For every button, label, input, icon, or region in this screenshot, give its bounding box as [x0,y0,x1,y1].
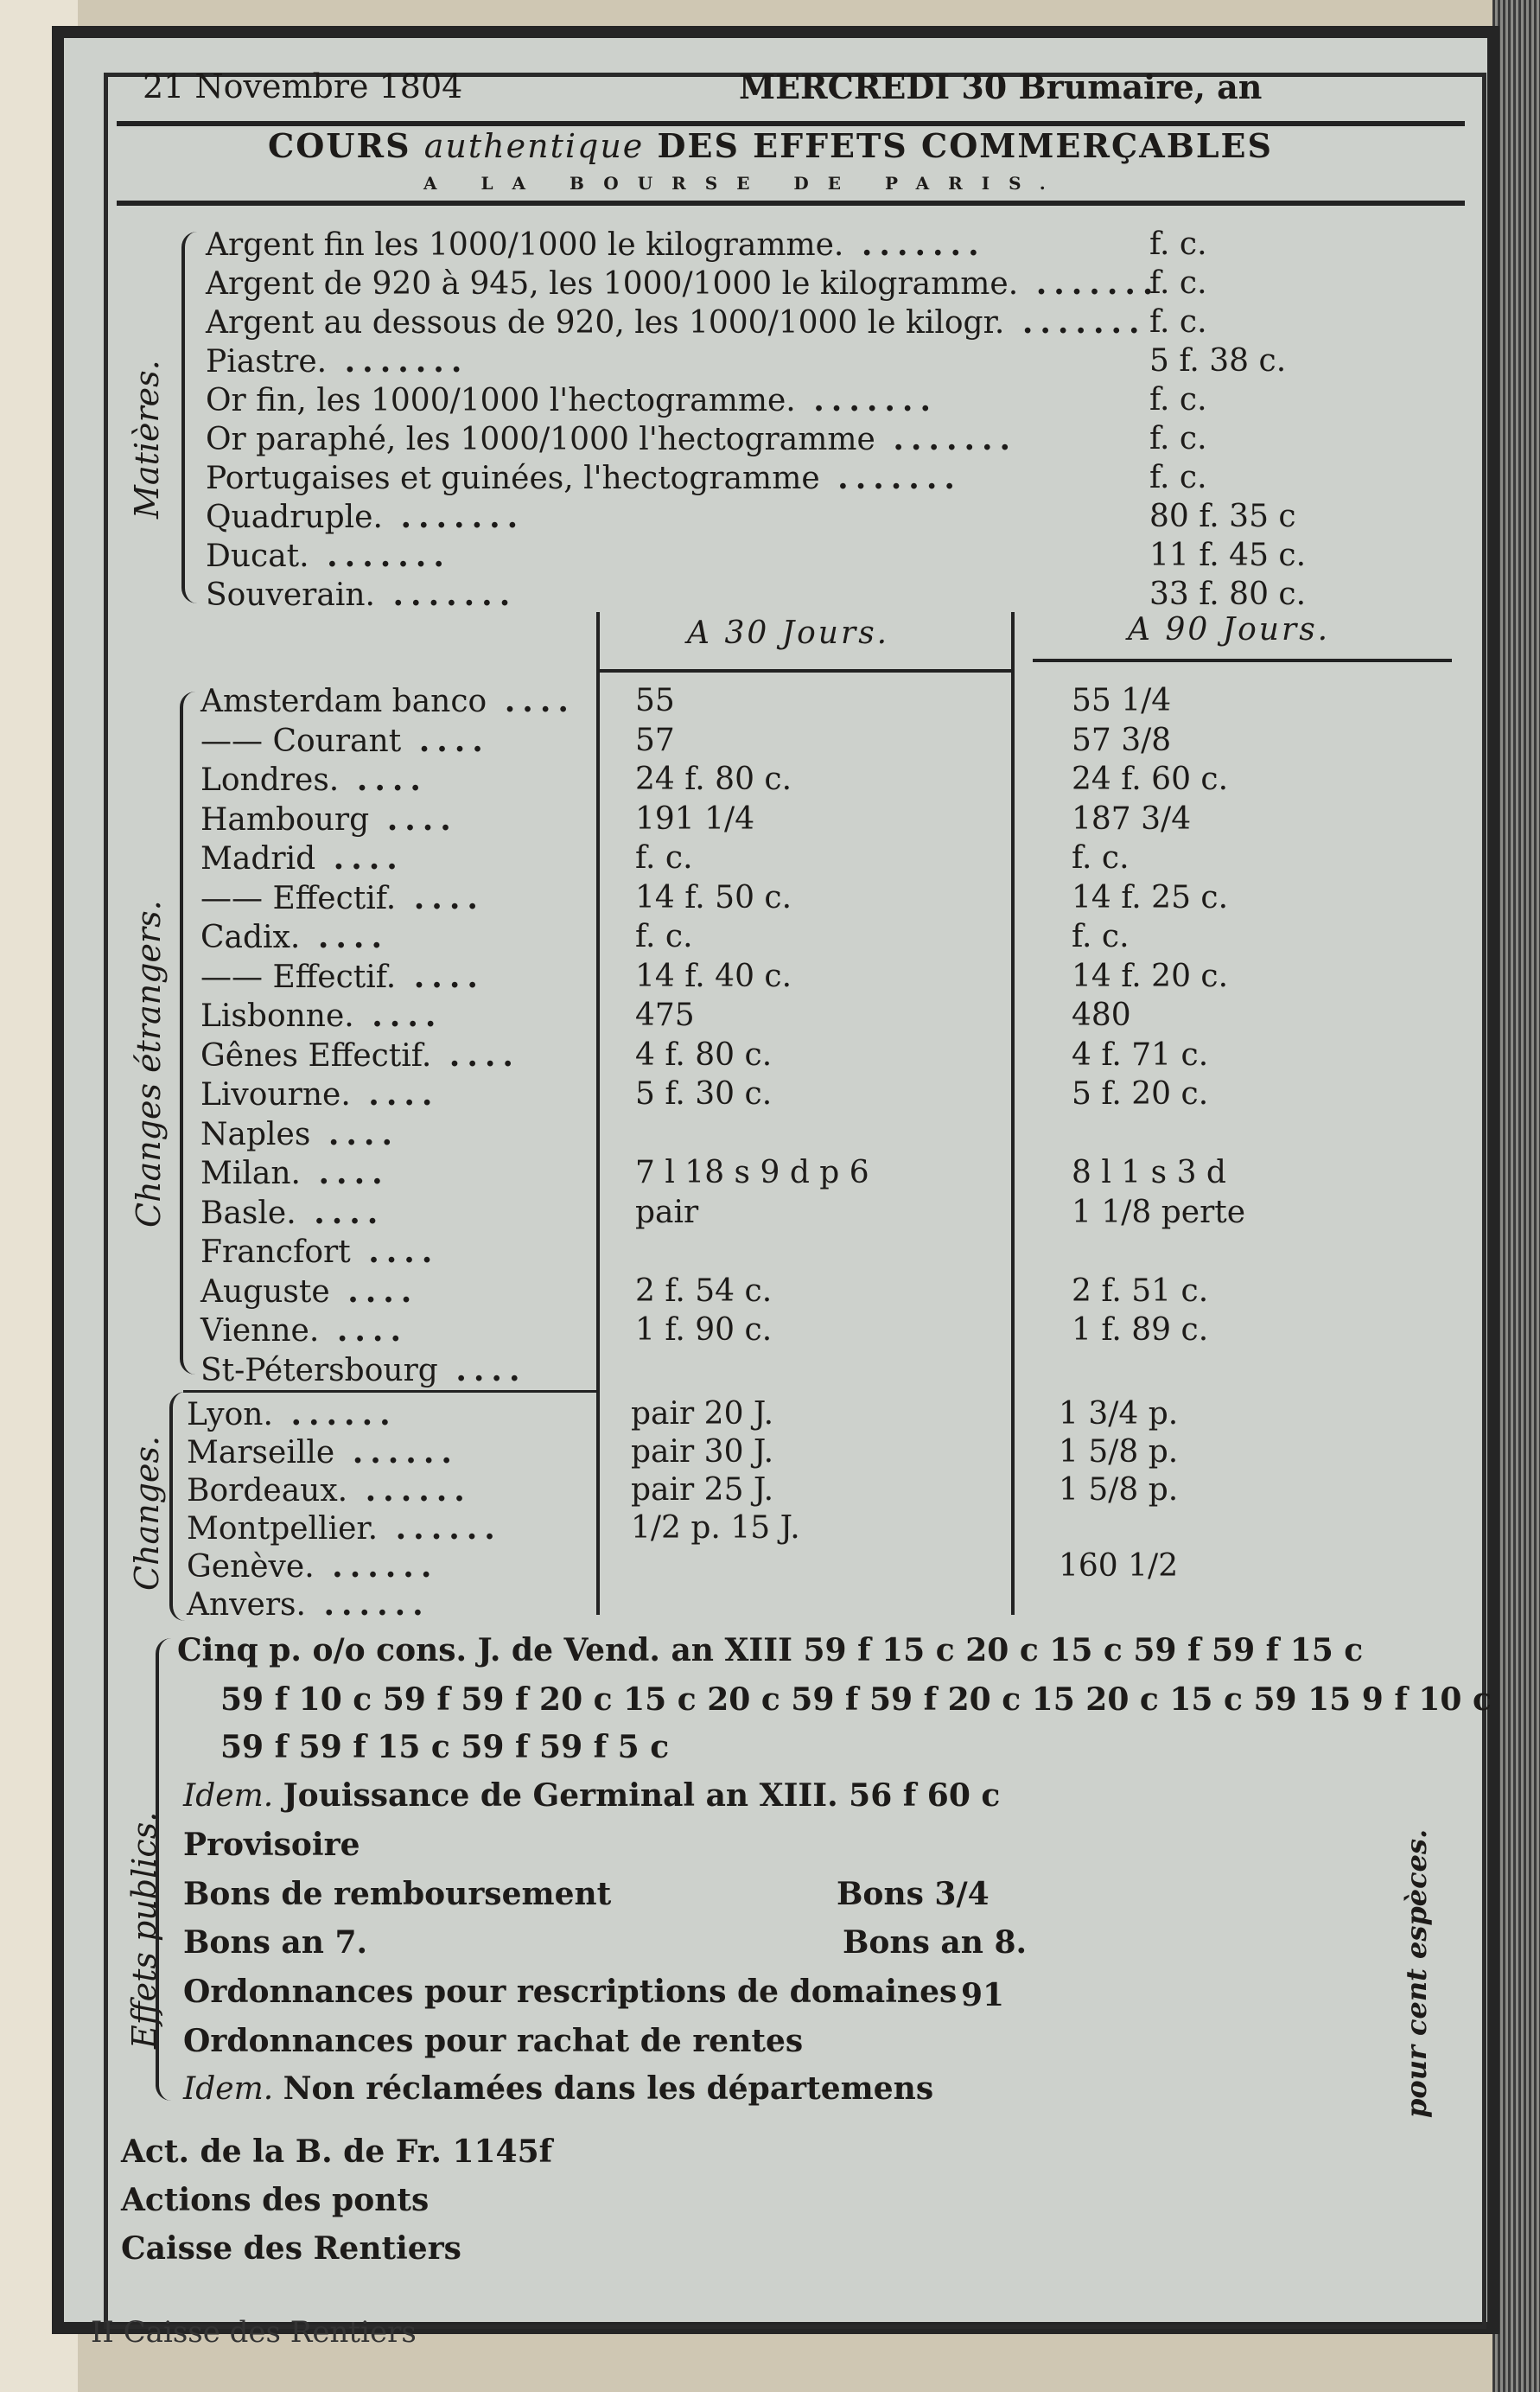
changes-etrangers-row-label: Madrid [200,841,316,877]
matieres-row [206,304,1147,341]
col-rule-left [596,612,600,1615]
col-rule-mid [1011,612,1015,1615]
title-post: DES EFFETS COMMERÇABLES [657,126,1273,165]
changes-etrangers-row-d90: 4 f. 71 c. [1072,1037,1209,1073]
changes-row-label: Genève. [187,1549,315,1585]
brace-effets-publics [156,1638,178,2101]
changes-etrangers-row-leader-dots: .... [339,762,428,798]
effets-line-3: 59 f 59 f 15 c 59 f 59 f 5 c [220,1729,670,1765]
changes-etrangers-row-leader-dots: .... [431,1037,520,1074]
changes-etrangers-row [200,1352,527,1388]
changes-etrangers-row-leader-dots: .... [401,722,490,759]
changes-etrangers-row-label: —— Courant [200,723,402,759]
changes-row-label: Anvers. [187,1587,306,1623]
matieres-row-label: Quadruple. [206,500,383,535]
col-underline-30 [596,669,1011,673]
changes-etrangers-row-d30: 2 f. 54 c. [635,1273,773,1309]
changes-etrangers-row-d90: 57 3/8 [1072,722,1172,758]
matieres-row-leader-dots: ....... [875,421,1018,457]
brace-changes-etrangers [180,692,202,1375]
changes-etrangers-row-leader-dots: .... [310,1115,399,1152]
changes-etrangers-row-leader-dots: .... [350,1234,440,1270]
changes-row-leader-dots: ...... [378,1510,502,1547]
changes-etrangers-row [200,683,576,719]
changes-row [187,1548,438,1585]
effets-side-note: pour cent espèces. [1400,1828,1433,2118]
section-label-effets-publics: Effets publics. [125,1811,163,2049]
book-spine [1492,0,1540,2392]
matieres-row-leader-dots: ....... [382,499,525,535]
changes-etrangers-row-d30: 5 f. 30 c. [635,1076,773,1112]
changes-etrangers-row-label: Londres. [200,762,340,798]
changes-etrangers-row-d90: 14 f. 25 c. [1072,879,1229,915]
matieres-row [206,343,468,380]
matieres-row [206,421,1017,457]
effets-idem-1-prefix: Idem. [183,1778,274,1814]
effets-ordonnances-rachat: Ordonnances pour rachat de rentes [183,2023,804,2059]
changes-etrangers-row [200,1037,520,1074]
effets-bons-remboursement: Bons de remboursement [183,1876,612,1912]
changes-etrangers-row-leader-dots: .... [487,683,576,719]
changes-etrangers-row-leader-dots: .... [396,879,485,916]
col-head-90: A 90 Jours. [1128,612,1331,647]
changes-etrangers-row [200,1155,390,1191]
title-rule [117,201,1465,206]
effets-bons-3-4: Bons 3/4 [837,1876,990,1912]
changes-etrangers-row-label: Milan. [200,1156,301,1191]
matieres-row-value: f. c. [1149,421,1207,456]
bottom-item: Act. de la B. de Fr. 1145f [121,2134,553,2170]
changes-etrangers-row [200,762,428,798]
header-day: MERCREDI 30 Brumaire, an [739,67,1263,106]
changes-row-label: Lyon. [187,1397,273,1432]
changes-etrangers-row-d30: pair [635,1194,699,1230]
matieres-row-label: Argent fin les 1000/1000 le kilogramme. [206,227,844,263]
changes-row-d30: pair 20 J. [631,1396,774,1432]
changes-etrangers-row-d90: 24 f. 60 c. [1072,762,1229,797]
matieres-row-leader-dots: ....... [374,577,518,613]
changes-etrangers-row-d30: 55 [635,683,675,718]
matieres-row-label: Or paraphé, les 1000/1000 l'hectogramme [206,422,875,457]
changes-etrangers-row [200,840,404,877]
matieres-row-value: 5 f. 38 c. [1149,343,1287,379]
matieres-row-value: 33 f. 80 c. [1149,577,1307,612]
changes-etrangers-row-leader-dots: .... [437,1351,527,1388]
changes-etrangers-row-leader-dots: .... [315,840,404,877]
matieres-row [206,577,517,613]
changes-row-d90: 1 5/8 p. [1059,1472,1179,1508]
changes-row-label: Bordeaux. [187,1473,348,1509]
matieres-row-value: f. c. [1149,304,1207,340]
changes-etrangers-row [200,880,485,916]
matieres-row-value: f. c. [1149,226,1207,262]
changes-row-leader-dots: ...... [334,1434,459,1470]
changes-etrangers-row-d30: 475 [635,998,695,1033]
changes-row-leader-dots: ...... [305,1586,430,1623]
matieres-row-label: Portugaises et guinées, l'hectogramme [206,461,820,496]
matieres-row-leader-dots: ....... [843,226,986,263]
effets-idem-1 [183,1777,1000,1814]
title-italic: authentique [423,127,645,165]
changes-row [187,1434,459,1470]
changes-etrangers-row-label: Gênes Effectif. [200,1037,432,1074]
matieres-row-leader-dots: ....... [795,382,938,418]
matieres-row [206,226,986,263]
changes-etrangers-row-leader-dots: .... [353,998,443,1034]
effets-provisoire: Provisoire [183,1827,360,1863]
header-date: 21 Novembre 1804 [143,67,463,105]
matieres-row-label: Argent au dessous de 920, les 1000/1000 le kilogr. [206,305,1005,341]
changes-row [187,1396,398,1432]
changes-etrangers-row-label: Hambourg [200,801,370,838]
changes-row-d30: 1/2 p. 15 J. [631,1510,800,1546]
changes-etrangers-row-d30: 14 f. 40 c. [635,958,792,994]
changes-etrangers-row [200,1312,408,1349]
matieres-row-leader-dots: ....... [309,538,451,574]
matieres-row-value: f. c. [1149,382,1207,418]
matieres-row-leader-dots: ....... [327,343,469,380]
subtitle: A LA BOURSE DE PARIS. [423,173,1065,194]
col-head-30: A 30 Jours. [687,616,890,651]
changes-etrangers-row-label: Auguste [200,1273,330,1310]
changes-etrangers-row-d30: f. c. [635,919,693,954]
changes-row-d30: pair 30 J. [631,1434,774,1470]
matieres-row-label: Souverain. [206,577,375,613]
changes-row-d90: 1 3/4 p. [1059,1396,1179,1432]
matieres-row-value: 11 f. 45 c. [1149,538,1307,573]
changes-etrangers-row-d90: 1 1/8 perte [1072,1194,1246,1230]
changes-etrangers-row-d90: 1 f. 89 c. [1072,1312,1209,1348]
matieres-row [206,460,962,496]
changes-etrangers-row-label: Francfort [200,1234,351,1270]
matieres-row [206,499,525,535]
page-title [268,126,1273,165]
changes-etrangers-row [200,998,442,1034]
matieres-row-leader-dots: ....... [1004,304,1147,341]
changes-etrangers-row-d90: 2 f. 51 c. [1072,1273,1209,1309]
changes-etrangers-row-d30: 24 f. 80 c. [635,762,792,797]
effets-line-1: Cinq p. o/o cons. J. de Vend. an XIII 59 f 15 c 20 c 15 c 59 f 59 f 15 c [177,1632,1364,1668]
changes-etrangers-row [200,1234,439,1270]
changes-etrangers-row-d90: 8 l 1 s 3 d [1072,1155,1226,1190]
matieres-row-value: 80 f. 35 c [1149,499,1296,534]
changes-etrangers-row-label: St-Pétersbourg [200,1352,438,1388]
effets-idem-2 [183,2070,933,2107]
changes-etrangers-row-d30: 14 f. 50 c. [635,879,792,915]
changes-etrangers-row-d30: f. c. [635,840,693,876]
matieres-row [206,382,938,418]
changes-row-d90: 160 1/2 [1059,1548,1179,1584]
matieres-row-value: f. c. [1149,460,1207,495]
brace-matieres [181,232,204,603]
changes-etrangers-row-label: Vienne. [200,1313,320,1349]
changes-etrangers-row-leader-dots: .... [300,1155,390,1191]
changes-etrangers-row-leader-dots: .... [329,1273,419,1310]
matieres-row-label: Argent de 920 à 945, les 1000/1000 le kilogramme. [206,266,1019,302]
bottom-item: Actions des ponts [121,2182,430,2218]
effets-bons-an-8: Bons an 8. [843,1924,1028,1961]
effets-bons-an-7: Bons an 7. [183,1924,368,1961]
effets-idem-1-text: Jouissance de Germinal an XIII. 56 f 60 c [283,1777,1001,1814]
col-underline-90 [1033,659,1452,662]
matieres-row [206,265,1160,302]
matieres-row-leader-dots: ....... [819,460,962,496]
changes-etrangers-row-d90: 5 f. 20 c. [1072,1076,1209,1112]
changes-etrangers-row [200,919,389,955]
changes-etrangers-row [200,1076,439,1113]
changes-etrangers-row-leader-dots: .... [319,1312,408,1349]
changes-etrangers-row [200,959,485,995]
effets-idem-2-text: Non réclamées dans les départemens [283,2070,934,2107]
changes-etrangers-row-label: Cadix. [200,920,301,955]
changes-etrangers-row-d30: 7 l 18 s 9 d p 6 [635,1155,869,1190]
changes-etrangers-row [200,1116,399,1152]
effets-ordonnances-rescriptions-value: 91 [961,1977,1005,2013]
changes-etrangers-row-label: Livourne. [200,1077,351,1113]
matieres-row-label: Piastre. [206,344,328,380]
matieres-row-label: Ducat. [206,539,309,574]
bottom-item: Caisse des Rentiers [121,2230,461,2267]
footer-stub: II Caisse des Rentiers [91,2315,417,2350]
effets-ordonnances-rescriptions: Ordonnances pour rescriptions de domaines [183,1974,958,2010]
matieres-row-value: f. c. [1149,265,1207,301]
changes-etrangers-row-d90: 480 [1072,998,1131,1033]
title-pre: COURS [268,126,411,165]
changes-row-leader-dots: ...... [314,1548,439,1585]
changes-etrangers-row-label: Amsterdam banco [200,684,487,719]
effets-line-2: 59 f 10 c 59 f 59 f 20 c 15 c 20 c 59 f 59 f 20 c 15 20 c 15 c 59 15 9 f 10 c [220,1681,1492,1718]
changes-etrangers-row-label: Basle. [200,1195,296,1231]
section-label-changes-etrangers: Changes étrangers. [130,900,168,1228]
section-label-matieres: Matières. [128,360,166,519]
changes-row-leader-dots: ...... [272,1396,398,1432]
changes-etrangers-row-leader-dots: .... [396,958,485,995]
changes-etrangers-row-label: —— Effectif. [200,880,397,916]
changes-row-d90: 1 5/8 p. [1059,1434,1179,1470]
changes-etrangers-row [200,723,490,759]
changes-etrangers-row-label: —— Effectif. [200,959,397,995]
changes-etrangers-row-d30: 1 f. 90 c. [635,1312,773,1348]
changes-row [187,1510,502,1547]
changes-etrangers-row [200,1273,418,1310]
changes-etrangers-row-leader-dots: .... [296,1194,385,1231]
changes-row [187,1586,430,1623]
changes-row-label: Montpellier. [187,1511,379,1547]
section-label-changes: Changes. [128,1435,166,1591]
changes-etrangers-row-d30: 57 [635,722,675,758]
effets-idem-2-prefix: Idem. [183,2071,274,2107]
changes-row [187,1472,472,1509]
matieres-row [206,538,451,574]
changes-etrangers-row-d90: f. c. [1072,840,1130,876]
changes-etrangers-row-label: Naples [200,1116,311,1152]
changes-etrangers-row [200,1195,385,1231]
changes-divider [183,1390,598,1393]
matieres-row-label: Or fin, les 1000/1000 l'hectogramme. [206,383,796,418]
changes-etrangers-row-leader-dots: .... [350,1076,440,1113]
changes-etrangers-row-leader-dots: .... [369,801,458,838]
changes-etrangers-row-d30: 191 1/4 [635,801,755,837]
matieres-row-leader-dots: ....... [1018,265,1161,302]
changes-row-leader-dots: ...... [347,1472,472,1509]
changes-etrangers-row [200,801,458,838]
changes-row-d30: pair 25 J. [631,1472,774,1508]
changes-etrangers-row-d90: 14 f. 20 c. [1072,958,1229,994]
changes-etrangers-row-label: Lisbonne. [200,998,354,1034]
changes-etrangers-row-d90: 55 1/4 [1072,683,1172,718]
changes-row-label: Marseille [187,1435,335,1470]
changes-etrangers-row-d30: 4 f. 80 c. [635,1037,773,1073]
changes-etrangers-row-d90: 187 3/4 [1072,801,1192,837]
changes-etrangers-row-d90: f. c. [1072,919,1130,954]
changes-etrangers-row-leader-dots: .... [300,919,389,955]
